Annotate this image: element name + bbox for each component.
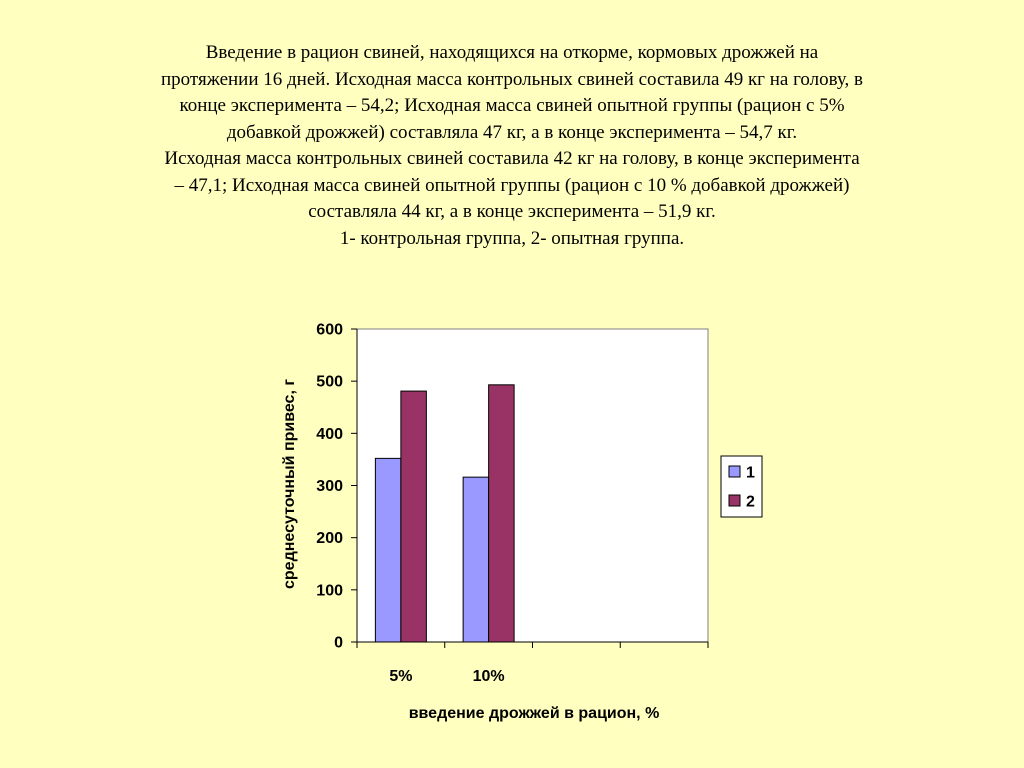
description-line: добавкой дрожжей) составляла 47 кг, а в конце эксперимента – 54,7 кг. <box>226 121 798 143</box>
y-tick-label: 500 <box>316 373 343 391</box>
bar-series-1 <box>375 458 401 642</box>
description-line: Исходная масса контрольных свиней составила 42 кг на голову, в конце эксперимента <box>164 148 860 169</box>
y-tick-label: 600 <box>316 321 343 339</box>
bar-series-2 <box>489 385 515 642</box>
legend-explanation: 1- контрольная группа, 2- опытная группа. <box>339 227 685 249</box>
x-axis-title: введение дрожжей в рацион, % <box>408 705 660 722</box>
description-line: протяжении 16 дней. Исходная масса контрольных свиней составила 49 кг на голову, в <box>160 68 864 90</box>
bar-series-2 <box>401 391 427 642</box>
y-tick-label: 200 <box>316 530 343 548</box>
legend-swatch-2 <box>729 495 740 506</box>
description-line: конце эксперимента – 54,2; Исходная масса свиней опытной группы (рацион с 5% <box>179 95 845 116</box>
y-axis-title: среднесуточный привес, г <box>281 378 298 590</box>
description-line: Введение в рацион свиней, находящихся на откорме, кормовых дрожжей на <box>205 42 819 63</box>
legend <box>721 456 762 517</box>
legend-label-2: 2 <box>746 493 755 511</box>
legend-box <box>721 456 762 517</box>
description-line: составляла 44 кг, а в конце эксперимента – 51,9 кг. <box>308 201 716 222</box>
legend-label-1: 1 <box>746 464 755 482</box>
x-tick-label: 5% <box>389 668 413 685</box>
bar-series-1 <box>463 477 489 642</box>
y-tick-label: 300 <box>316 478 343 495</box>
y-tick-label: 400 <box>316 425 343 443</box>
x-tick-label: 10% <box>472 668 505 685</box>
description-line: – 47,1; Исходная масса свиней опытной группы (рацион с 10 % добавкой дрожжей) <box>174 174 850 196</box>
legend-swatch-1 <box>729 466 740 477</box>
y-tick-label: 0 <box>334 634 343 652</box>
y-tick-label: 100 <box>316 582 343 600</box>
